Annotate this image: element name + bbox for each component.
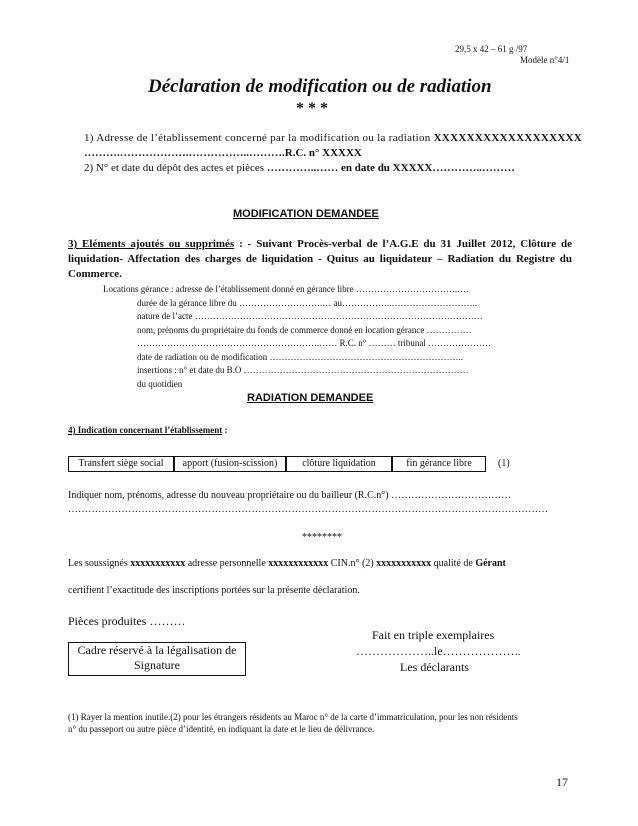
pieces-produites: Pièces produites ……… <box>68 614 186 628</box>
item-3-label: 3) Eléments ajoutés ou supprimés <box>68 238 235 250</box>
item-1-rc: ……….……………….……………..……….R.C. n° XXXXX <box>84 147 362 159</box>
model-number: Modèle n°4/1 <box>520 55 570 65</box>
certification-line: certifient l’exactitude des inscriptions portées sur la présente déclaration. <box>68 585 360 596</box>
new-owner-line-1: Indiquer nom, prénoms, adresse du nouveau propriétaire ou du bailleur (R.C.n°) ……………………………… <box>68 490 512 501</box>
item-1-value: XXXXXXXXXXXXXXXXXX <box>433 132 583 144</box>
soussignes-address: xxxxxxxxxxxx <box>268 558 329 569</box>
mod-line-4: nom, prénoms du propriétaire du fonds de commerce donné en location gérance …………… <box>137 325 472 335</box>
footnote-line-2: n° du passeport ou autre pièce d’identité, en indiquant la date et le lieu de délivrance. <box>68 724 375 734</box>
title-stars: * * * <box>296 100 328 117</box>
modification-heading: MODIFICATION DEMANDEE <box>233 208 379 220</box>
legalisation-label-1: Cadre réservé à la légalisation de <box>77 643 237 657</box>
option-transfert-siege[interactable]: Transfert siège social <box>68 456 174 472</box>
soussignes-cin-label: CIN.n° (2) <box>328 558 377 569</box>
page-title: Déclaration de modification ou de radiation <box>148 76 492 97</box>
item-2-value: …………..…… en date du XXXXX…………..……… <box>266 162 515 174</box>
legalisation-label-2: Signature <box>134 658 180 672</box>
new-owner-line-2: ……………………………………………………………………………………………………………………………… <box>68 504 548 515</box>
soussignes-role: Gérant <box>475 558 506 569</box>
radiation-heading: RADIATION DEMANDEE <box>247 392 374 404</box>
mod-line-5: …………………………………………………….…… R.C. n° ……… tribunal ………………… <box>137 338 492 348</box>
option-note-ref: (1) <box>498 458 510 469</box>
item-1-line <box>84 132 582 144</box>
mod-line-6: date de radiation ou de modification ……………………………………………………….. <box>137 352 463 362</box>
soussignes-role-label: qualité de <box>431 558 476 569</box>
mod-line-7: insertions : n° et date du B.O ………………………………………………………………… <box>137 365 469 375</box>
item-4-colon: : <box>222 425 228 435</box>
separator-stars: ******** <box>302 532 342 543</box>
declarants-label: Les déclarants <box>400 660 469 674</box>
fait-triple: Fait en triple exemplaires <box>372 628 495 642</box>
item-3-text: : - Suivant Procès-verbal de l’A.G.E du 31 Juillet 2012, Clôture de liquidation- Affectation des charges de liquidation - Quitus au liquidateur – Radiation du Registre du Commerce. <box>68 238 573 280</box>
soussignes-label: Les soussignés <box>68 558 131 569</box>
option-cloture-liquidation[interactable]: clôture liquidation <box>286 456 392 472</box>
mod-line-2: durée de la gérance libre du ……………………….… au……………..……………………….. <box>137 298 477 308</box>
option-apport-fusion[interactable]: apport (fusion-scission) <box>174 456 286 472</box>
soussignes-address-label: adresse personnelle <box>185 558 269 569</box>
legalisation-box <box>68 642 246 676</box>
mod-line-8: du quotidien <box>137 379 183 389</box>
option-fin-gerance[interactable]: fin gérance libre <box>392 456 486 472</box>
paper-format: 29,5 x 42 – 61 g /97 <box>455 44 528 54</box>
page-number: 17 <box>556 775 568 789</box>
item-2-line <box>84 162 515 174</box>
item-3-paragraph <box>68 237 572 282</box>
item-4-label: 4) Indication concernant l’établissement <box>68 425 223 435</box>
item-1-label: 1) Adresse de l’établissement concerné par la modification ou la radiation <box>84 132 431 144</box>
date-dots: ………………..le……………….. <box>356 644 521 658</box>
footnote-line-1: (1) Rayer la mention inutile.(2) pour les étrangers résidents au Maroc n° de la carte d’immatriculation, pour les non résidents <box>68 712 518 722</box>
mod-line-3: nature de l’acte …………………………………………………………………………………… <box>137 311 483 321</box>
item-4-line <box>68 425 228 435</box>
soussignes-name: xxxxxxxxxxx <box>130 558 186 569</box>
mod-line-1: Locations gérance : adresse de l’établissement donné en gérance libre …………………………….…. <box>103 284 469 294</box>
item-2-label: 2) N° et date du dépôt des actes et pièces <box>84 162 265 174</box>
soussignes-line <box>68 558 506 569</box>
soussignes-cin: xxxxxxxxxxx <box>376 558 432 569</box>
